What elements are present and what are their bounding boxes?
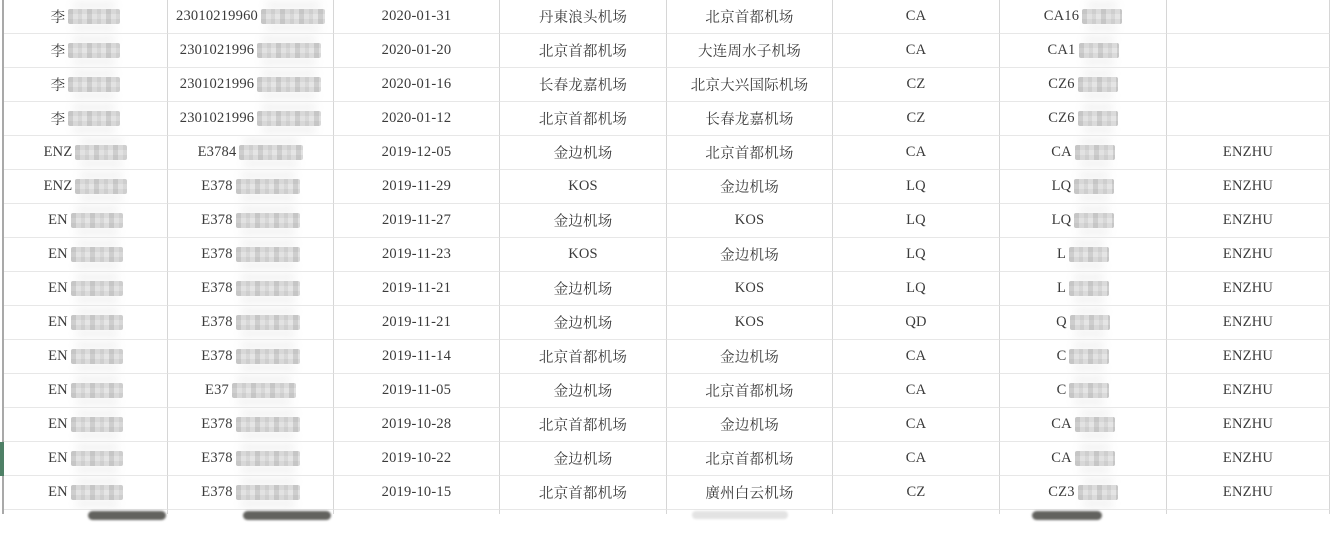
redaction-blur: [1082, 9, 1122, 24]
flight-date-text: 2019-11-05: [381, 382, 452, 398]
cell-airline-code[interactable]: [833, 476, 1000, 510]
id-number-text: 2301021996: [179, 76, 255, 92]
partial-row-cell: [334, 510, 500, 514]
cell-passenger-name[interactable]: [4, 34, 168, 68]
id-number-text: 23010219960: [176, 8, 258, 24]
passenger-tag-text: ENZHU: [1222, 382, 1274, 398]
redaction-blur: [1075, 451, 1115, 466]
cell-departure-airport[interactable]: [500, 0, 667, 34]
cell-id-number[interactable]: [168, 340, 334, 374]
redaction-blur: [1070, 315, 1110, 330]
flight-date-text: 2020-01-16: [381, 76, 452, 92]
cell-flight-number[interactable]: [1000, 272, 1167, 306]
arrival-airport-text: KOS: [734, 314, 765, 330]
cell-flight-number[interactable]: [1000, 170, 1167, 204]
passenger-tag-text: ENZHU: [1222, 144, 1274, 160]
redaction-blur: [75, 179, 127, 194]
passenger-tag-text: ENZHU: [1222, 416, 1274, 432]
cell-passenger-tag[interactable]: [1167, 238, 1330, 272]
cell-passenger-tag[interactable]: [1167, 170, 1330, 204]
flight-number-text: LQ: [1051, 212, 1072, 228]
redaction-blur: [236, 349, 300, 364]
flight-number-text: CA16: [1043, 8, 1080, 24]
arrival-airport-text: 北京首都机场: [705, 452, 794, 468]
cell-airline-code[interactable]: [833, 102, 1000, 136]
arrival-airport-text: 北京首都机场: [705, 10, 794, 26]
passenger-name-text: 李: [50, 10, 66, 26]
redaction-blur: [239, 145, 303, 160]
departure-airport-text: KOS: [568, 246, 598, 262]
redaction-blur: [236, 247, 300, 262]
cell-airline-code[interactable]: [833, 408, 1000, 442]
partial-row-redaction-blur: [243, 511, 331, 520]
departure-airport-text: 长春龙嘉机场: [538, 78, 628, 94]
cell-airline-code[interactable]: [833, 170, 1000, 204]
passenger-name-text: EN: [48, 212, 68, 228]
flight-date-text: 2019-11-14: [381, 348, 452, 364]
cell-flight-date[interactable]: [334, 340, 500, 374]
cell-passenger-tag[interactable]: [1167, 476, 1330, 510]
selected-row-marker: [0, 442, 4, 476]
redaction-blur: [257, 111, 321, 126]
cell-flight-date[interactable]: [334, 476, 500, 510]
passenger-name-text: EN: [48, 484, 68, 500]
passenger-name-text: EN: [48, 246, 68, 262]
cell-departure-airport[interactable]: [500, 68, 667, 102]
cell-arrival-airport[interactable]: [667, 374, 833, 408]
cell-id-number[interactable]: [168, 238, 334, 272]
id-number-text: 2301021996: [179, 42, 255, 58]
flight-date-text: 2019-11-21: [381, 314, 452, 330]
cell-flight-number[interactable]: [1000, 238, 1167, 272]
departure-airport-text: KOS: [568, 178, 598, 194]
cell-passenger-tag[interactable]: [1167, 204, 1330, 238]
redaction-blur: [261, 9, 325, 24]
cell-passenger-name[interactable]: [4, 170, 168, 204]
cell-flight-number[interactable]: [1000, 476, 1167, 510]
arrival-airport-text: 金边机场: [720, 418, 779, 434]
arrival-airport-text: KOS: [734, 280, 765, 296]
cell-arrival-airport[interactable]: [667, 136, 833, 170]
cell-id-number[interactable]: [168, 272, 334, 306]
redaction-blur: [1069, 281, 1109, 296]
redaction-blur: [1078, 77, 1118, 92]
cell-id-number[interactable]: [168, 136, 334, 170]
passenger-name-text: EN: [48, 416, 68, 432]
cell-passenger-name[interactable]: [4, 408, 168, 442]
id-number-text: 2301021996: [179, 110, 255, 126]
redaction-blur: [236, 451, 300, 466]
cell-airline-code[interactable]: [833, 374, 1000, 408]
redaction-blur: [236, 315, 300, 330]
flight-number-text: CZ6: [1048, 76, 1075, 92]
cell-id-number[interactable]: [168, 170, 334, 204]
flight-date-text: 2019-12-05: [381, 144, 452, 160]
flight-number-text: Q: [1056, 314, 1067, 330]
cell-flight-date[interactable]: [334, 374, 500, 408]
cell-id-number[interactable]: [168, 306, 334, 340]
arrival-airport-text: 北京大兴国际机场: [690, 78, 809, 94]
redaction-blur: [236, 417, 300, 432]
cell-flight-number[interactable]: [1000, 442, 1167, 476]
departure-airport-text: 金边机场: [553, 452, 613, 468]
airline-code-text: QD: [905, 314, 927, 330]
cell-departure-airport[interactable]: [500, 408, 667, 442]
cell-id-number[interactable]: [168, 476, 334, 510]
cell-id-number[interactable]: [168, 68, 334, 102]
redaction-blur: [1069, 349, 1109, 364]
cell-arrival-airport[interactable]: [667, 408, 833, 442]
arrival-airport-text: 北京首都机场: [705, 384, 794, 400]
cell-departure-airport[interactable]: [500, 306, 667, 340]
cell-flight-date[interactable]: [334, 102, 500, 136]
redaction-blur: [68, 77, 120, 92]
cell-id-number[interactable]: [168, 0, 334, 34]
cell-flight-number[interactable]: [1000, 306, 1167, 340]
flight-date-text: 2019-10-15: [381, 484, 452, 500]
cell-departure-airport[interactable]: [500, 374, 667, 408]
cell-flight-number[interactable]: [1000, 408, 1167, 442]
departure-airport-text: 北京首都机场: [538, 44, 628, 60]
cell-airline-code[interactable]: [833, 238, 1000, 272]
passenger-tag-text: ENZHU: [1222, 212, 1274, 228]
cell-id-number[interactable]: [168, 408, 334, 442]
cell-passenger-tag[interactable]: [1167, 340, 1330, 374]
cell-passenger-name[interactable]: [4, 238, 168, 272]
cell-id-number[interactable]: [168, 204, 334, 238]
cell-passenger-name[interactable]: [4, 340, 168, 374]
airline-code-text: CA: [905, 144, 927, 160]
cell-arrival-airport[interactable]: [667, 306, 833, 340]
redaction-blur: [1075, 145, 1115, 160]
cell-passenger-name[interactable]: [4, 476, 168, 510]
redaction-blur: [71, 383, 123, 398]
redaction-blur: [236, 281, 300, 296]
airline-code-text: LQ: [906, 178, 926, 194]
redaction-blur: [1078, 111, 1118, 126]
passenger-name-text: 李: [50, 44, 66, 60]
passenger-tag-text: ENZHU: [1222, 348, 1274, 364]
flight-date-text: 2020-01-20: [381, 42, 452, 58]
cell-passenger-tag[interactable]: [1167, 272, 1330, 306]
flight-number-text: LQ: [1051, 178, 1072, 194]
cell-departure-airport[interactable]: [500, 442, 667, 476]
cell-flight-date[interactable]: [334, 170, 500, 204]
cell-flight-number[interactable]: [1000, 136, 1167, 170]
cell-departure-airport[interactable]: [500, 170, 667, 204]
flight-number-text: CA: [1051, 144, 1072, 160]
redaction-blur: [1069, 247, 1109, 262]
passenger-tag-text: ENZHU: [1222, 314, 1274, 330]
cell-flight-date[interactable]: [334, 0, 500, 34]
redaction-blur: [75, 145, 127, 160]
cell-departure-airport[interactable]: [500, 204, 667, 238]
arrival-airport-text: 大连周水子机场: [698, 44, 801, 60]
redaction-blur: [236, 179, 300, 194]
airline-code-text: CA: [905, 416, 927, 432]
partial-row-redaction-blur: [1032, 511, 1102, 520]
passenger-name-text: EN: [48, 314, 68, 330]
passenger-name-text: EN: [48, 348, 68, 364]
redaction-blur: [71, 349, 123, 364]
cell-id-number[interactable]: [168, 374, 334, 408]
flight-number-text: C: [1056, 382, 1067, 398]
cell-flight-date[interactable]: [334, 408, 500, 442]
cell-flight-number[interactable]: [1000, 0, 1167, 34]
id-number-text: E378: [201, 246, 233, 262]
flight-number-text: L: [1056, 246, 1067, 262]
cell-flight-date[interactable]: [334, 136, 500, 170]
cell-flight-number[interactable]: [1000, 374, 1167, 408]
partial-row-cell: [1167, 510, 1330, 514]
airline-code-text: LQ: [906, 212, 926, 228]
cell-flight-date[interactable]: [334, 272, 500, 306]
passenger-name-text: EN: [48, 280, 68, 296]
cell-flight-date[interactable]: [334, 306, 500, 340]
flight-number-text: CA1: [1047, 42, 1076, 58]
cell-arrival-airport[interactable]: [667, 170, 833, 204]
cell-passenger-tag[interactable]: [1167, 102, 1330, 136]
passenger-tag-text: ENZHU: [1222, 484, 1274, 500]
passenger-tag-text: ENZHU: [1222, 178, 1274, 194]
redaction-blur: [1069, 383, 1109, 398]
departure-airport-text: 北京首都机场: [538, 418, 628, 434]
flight-date-text: 2019-10-22: [381, 450, 452, 466]
partial-row-redaction-blur: [692, 511, 788, 519]
cell-passenger-name[interactable]: [4, 136, 168, 170]
cell-arrival-airport[interactable]: [667, 442, 833, 476]
cell-airline-code[interactable]: [833, 442, 1000, 476]
cell-passenger-name[interactable]: [4, 0, 168, 34]
redaction-blur: [1075, 417, 1115, 432]
cell-arrival-airport[interactable]: [667, 34, 833, 68]
cell-passenger-tag[interactable]: [1167, 34, 1330, 68]
redaction-blur: [68, 111, 120, 126]
cell-arrival-airport[interactable]: [667, 68, 833, 102]
redaction-blur: [71, 315, 123, 330]
cell-airline-code[interactable]: [833, 34, 1000, 68]
flight-date-text: 2020-01-31: [381, 8, 452, 24]
departure-airport-text: 金边机场: [553, 214, 613, 230]
cell-flight-date[interactable]: [334, 68, 500, 102]
redaction-blur: [71, 213, 123, 228]
cell-flight-date[interactable]: [334, 34, 500, 68]
arrival-airport-text: 长春龙嘉机场: [705, 112, 794, 128]
cell-id-number[interactable]: [168, 442, 334, 476]
departure-airport-text: 金边机场: [553, 146, 613, 162]
cell-departure-airport[interactable]: [500, 238, 667, 272]
id-number-text: E378: [201, 450, 233, 466]
cell-id-number[interactable]: [168, 34, 334, 68]
cell-departure-airport[interactable]: [500, 136, 667, 170]
flight-date-text: 2019-10-28: [381, 416, 452, 432]
flight-number-text: CZ6: [1048, 110, 1075, 126]
id-number-text: E37: [205, 382, 229, 398]
id-number-text: E378: [201, 348, 233, 364]
cell-arrival-airport[interactable]: [667, 476, 833, 510]
airline-code-text: CZ: [906, 484, 926, 500]
cell-passenger-tag[interactable]: [1167, 0, 1330, 34]
flight-date-text: 2019-11-23: [381, 246, 452, 262]
cell-departure-airport[interactable]: [500, 272, 667, 306]
cell-passenger-name[interactable]: [4, 306, 168, 340]
cell-passenger-tag[interactable]: [1167, 374, 1330, 408]
flight-number-text: C: [1056, 348, 1067, 364]
redaction-blur: [71, 247, 123, 262]
departure-airport-text: 金边机场: [553, 316, 613, 332]
flight-number-text: CA: [1051, 416, 1072, 432]
cell-flight-number[interactable]: [1000, 340, 1167, 374]
cell-flight-date[interactable]: [334, 238, 500, 272]
cell-arrival-airport[interactable]: [667, 102, 833, 136]
id-number-text: E378: [201, 212, 233, 228]
airline-code-text: CA: [905, 348, 927, 364]
cell-passenger-tag[interactable]: [1167, 442, 1330, 476]
passenger-name-text: EN: [48, 450, 68, 466]
cell-passenger-tag[interactable]: [1167, 306, 1330, 340]
departure-airport-text: 北京首都机场: [538, 486, 628, 502]
id-number-text: E378: [201, 178, 233, 194]
cell-airline-code[interactable]: [833, 340, 1000, 374]
redaction-blur: [71, 281, 123, 296]
passenger-name-text: 李: [50, 112, 66, 128]
cell-departure-airport[interactable]: [500, 340, 667, 374]
airline-code-text: CA: [905, 42, 927, 58]
airline-code-text: LQ: [906, 246, 926, 262]
partial-row-redaction-blur: [88, 511, 166, 520]
cell-flight-number[interactable]: [1000, 34, 1167, 68]
flight-date-text: 2019-11-21: [381, 280, 452, 296]
airline-code-text: LQ: [906, 280, 926, 296]
cell-airline-code[interactable]: [833, 0, 1000, 34]
passenger-name-text: ENZ: [43, 178, 73, 194]
cell-flight-date[interactable]: [334, 204, 500, 238]
airline-code-text: CZ: [906, 110, 926, 126]
cell-departure-airport[interactable]: [500, 476, 667, 510]
flight-number-text: CA: [1051, 450, 1072, 466]
redaction-blur: [71, 417, 123, 432]
cell-arrival-airport[interactable]: [667, 204, 833, 238]
cell-airline-code[interactable]: [833, 68, 1000, 102]
id-number-text: E378: [201, 280, 233, 296]
id-number-text: E3784: [197, 144, 237, 160]
flight-number-text: L: [1056, 280, 1067, 296]
flight-date-text: 2019-11-29: [381, 178, 452, 194]
sheet-left-border: [2, 0, 4, 514]
cell-arrival-airport[interactable]: [667, 340, 833, 374]
cell-airline-code[interactable]: [833, 204, 1000, 238]
redaction-blur: [232, 383, 296, 398]
cell-passenger-name[interactable]: [4, 102, 168, 136]
cell-flight-date[interactable]: [334, 442, 500, 476]
redaction-blur: [68, 43, 120, 58]
redaction-blur: [1078, 485, 1118, 500]
id-number-text: E378: [201, 416, 233, 432]
redaction-blur: [1079, 43, 1119, 58]
redaction-blur: [236, 485, 300, 500]
cell-passenger-tag[interactable]: [1167, 68, 1330, 102]
departure-airport-text: 金边机场: [553, 282, 613, 298]
cell-passenger-name[interactable]: [4, 442, 168, 476]
redaction-blur: [68, 9, 120, 24]
flight-number-text: CZ3: [1048, 484, 1075, 500]
passenger-name-text: 李: [50, 78, 66, 94]
cell-departure-airport[interactable]: [500, 34, 667, 68]
airline-code-text: CA: [905, 8, 927, 24]
arrival-airport-text: 廣州白云机场: [705, 486, 794, 502]
passenger-tag-text: ENZHU: [1222, 450, 1274, 466]
cell-flight-number[interactable]: [1000, 204, 1167, 238]
arrival-airport-text: 金边机场: [720, 248, 779, 264]
redaction-blur: [236, 213, 300, 228]
cell-passenger-tag[interactable]: [1167, 408, 1330, 442]
airline-code-text: CA: [905, 382, 927, 398]
id-number-text: E378: [201, 484, 233, 500]
cell-departure-airport[interactable]: [500, 102, 667, 136]
partial-row-cell: [833, 510, 1000, 514]
passenger-name-text: ENZ: [43, 144, 73, 160]
flight-date-text: 2019-11-27: [381, 212, 452, 228]
passenger-name-text: EN: [48, 382, 68, 398]
cell-passenger-name[interactable]: [4, 204, 168, 238]
passenger-tag-text: ENZHU: [1222, 280, 1274, 296]
passenger-tag-text: ENZHU: [1222, 246, 1274, 262]
redaction-blur: [71, 451, 123, 466]
arrival-airport-text: 北京首都机场: [705, 146, 794, 162]
departure-airport-text: 北京首都机场: [538, 112, 628, 128]
cell-flight-number[interactable]: [1000, 102, 1167, 136]
cell-airline-code[interactable]: [833, 306, 1000, 340]
flight-records-table: [4, 0, 1330, 544]
airline-code-text: CZ: [906, 76, 926, 92]
cell-arrival-airport[interactable]: [667, 238, 833, 272]
departure-airport-text: 丹東浪头机场: [538, 10, 628, 26]
cell-flight-number[interactable]: [1000, 68, 1167, 102]
flight-date-text: 2020-01-12: [381, 110, 452, 126]
cell-passenger-name[interactable]: [4, 68, 168, 102]
id-number-text: E378: [201, 314, 233, 330]
cell-airline-code[interactable]: [833, 272, 1000, 306]
cell-arrival-airport[interactable]: [667, 0, 833, 34]
cell-passenger-name[interactable]: [4, 272, 168, 306]
cell-passenger-name[interactable]: [4, 374, 168, 408]
redaction-blur: [257, 77, 321, 92]
redaction-blur: [1074, 213, 1114, 228]
departure-airport-text: 金边机场: [553, 384, 613, 400]
arrival-airport-text: KOS: [734, 212, 765, 228]
redaction-blur: [257, 43, 321, 58]
redaction-blur: [71, 485, 123, 500]
arrival-airport-text: 金边机场: [720, 180, 779, 196]
airline-code-text: CA: [905, 450, 927, 466]
cell-passenger-tag[interactable]: [1167, 136, 1330, 170]
partial-row-cell: [500, 510, 667, 514]
cell-id-number[interactable]: [168, 102, 334, 136]
cell-arrival-airport[interactable]: [667, 272, 833, 306]
departure-airport-text: 北京首都机场: [538, 350, 628, 366]
cell-airline-code[interactable]: [833, 136, 1000, 170]
redaction-blur: [1074, 179, 1114, 194]
arrival-airport-text: 金边机场: [720, 350, 779, 366]
